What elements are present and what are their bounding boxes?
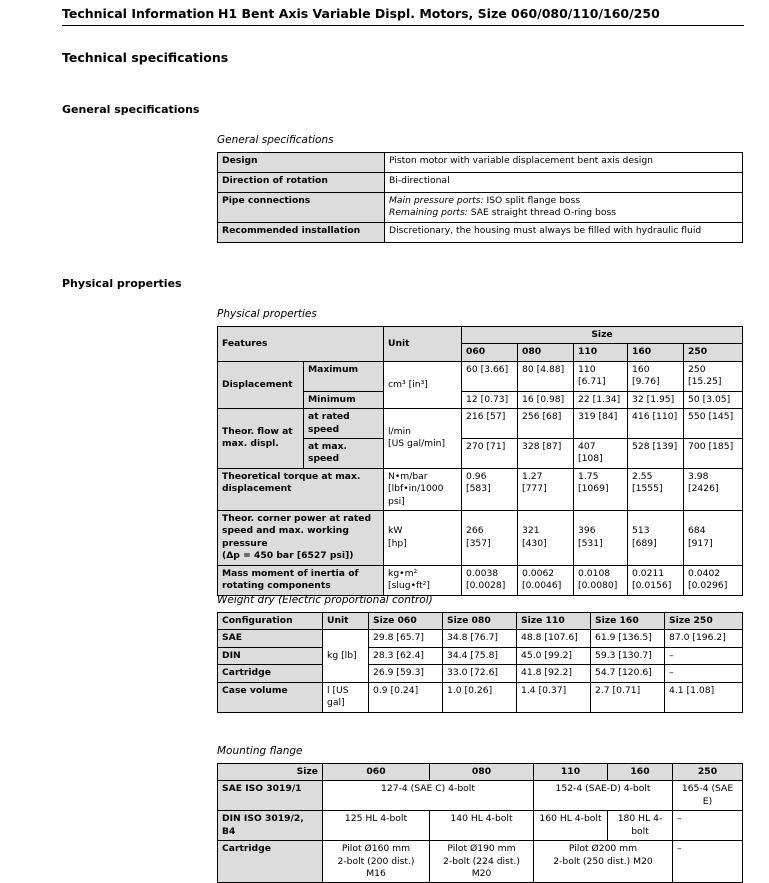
value-b: [917] [688, 537, 713, 549]
table-cell: 216 [57] [462, 409, 518, 439]
row-label: Design [218, 153, 385, 173]
row-sublabel: Minimum [304, 391, 384, 408]
physical-table-caption: Physical properties [217, 308, 317, 320]
header-size-080: 080 [430, 764, 534, 781]
table-cell [518, 565, 574, 595]
unit-cell [384, 409, 462, 469]
doc-title: H1 Bent Axis Variable Displ. Motors, Size 060/080/110/160/250 [218, 6, 660, 21]
row-sublabel: at rated speed [304, 409, 384, 439]
value-b: [0.0156] [632, 580, 672, 592]
value-a: 396 [578, 525, 596, 537]
table-cell: 16 [0.98] [518, 391, 574, 408]
row-label: Displacement [218, 361, 304, 408]
table-cell: 110 [6.71] [574, 361, 628, 391]
table-cell: 250 [15.25] [684, 361, 743, 391]
header-unit: Unit [384, 327, 462, 362]
value-b: [1555] [632, 483, 663, 495]
header-cell: Size 160 [591, 613, 665, 630]
value-text: ISO split flange boss [486, 195, 581, 206]
table-row [218, 173, 743, 193]
label-line: (Δp = 450 bar [6527 psi]) [222, 550, 354, 562]
row-label: SAE [218, 630, 323, 647]
table-row [218, 193, 743, 223]
table-cell: 29.8 [65.7] [369, 630, 443, 647]
table-cell [574, 565, 628, 595]
row-sublabel: Maximum [304, 361, 384, 391]
table-cell [684, 565, 743, 595]
header-size: Size [218, 764, 323, 781]
row-value: Discretionary, the housing must always be filled with hydraulic fluid [385, 222, 743, 242]
unit-cell: l [US gal] [323, 682, 369, 712]
mounting-table-caption: Mounting flange [217, 745, 303, 757]
table-cell: 328 [87] [518, 438, 574, 468]
table-cell [534, 841, 673, 883]
value-b: [0.0080] [578, 580, 618, 592]
table-cell: 180 HL 4-bolt [608, 811, 673, 841]
header-size-110: 110 [534, 764, 608, 781]
value-b: [430] [522, 537, 547, 549]
header-size-110: 110 [574, 344, 628, 361]
table-cell [628, 468, 684, 510]
cell-line: Pilot Ø190 mm [447, 843, 516, 855]
unit-a: N•m/bar [388, 470, 428, 482]
value-label: Remaining ports: [389, 207, 468, 219]
weight-table [217, 612, 743, 713]
table-row [218, 409, 743, 439]
table-cell [518, 511, 574, 566]
table-cell [684, 511, 743, 566]
table-cell: 34.8 [76.7] [443, 630, 517, 647]
unit-cell [384, 468, 462, 510]
table-row [218, 630, 743, 647]
table-cell: 270 [71] [462, 438, 518, 468]
table-cell [574, 511, 628, 566]
value-a: 2.55 [632, 470, 653, 482]
table-cell: 54.7 [120.6] [591, 665, 665, 682]
value-a: 266 [466, 525, 484, 537]
value-a: 0.0402 [688, 567, 721, 579]
cell-line: 2-bolt (250 dist.) M20 [553, 855, 653, 867]
section-general: General specifications [62, 103, 200, 116]
table-cell: 127-4 (SAE C) 4-bolt [323, 781, 534, 811]
table-row [218, 361, 743, 391]
table-cell: 125 HL 4-bolt [323, 811, 430, 841]
table-cell: 45.0 [99.2] [517, 647, 591, 664]
table-cell: 34.4 [75.8] [443, 647, 517, 664]
value-a: 1.27 [522, 470, 543, 482]
header-size-060: 060 [323, 764, 430, 781]
value-b: [2426] [688, 483, 719, 495]
value-b: [0.0296] [688, 580, 728, 592]
value-b: [531] [578, 537, 603, 549]
table-cell [462, 468, 518, 510]
table-cell: 1.4 [0.37] [517, 682, 591, 712]
unit-b: [slug•ft²] [388, 580, 430, 592]
row-label: Mass moment of inertia of rotating components [218, 565, 384, 595]
table-cell: 60 [3.66] [462, 361, 518, 391]
unit-cell: cm³ [in³] [384, 361, 462, 408]
unit-a: kg•m² [388, 567, 418, 579]
table-cell: 0.9 [0.24] [369, 682, 443, 712]
value-a: 684 [688, 525, 706, 537]
table-cell: 700 [185] [684, 438, 743, 468]
table-cell: 160 HL 4-bolt [534, 811, 608, 841]
table-row [218, 841, 743, 883]
header-size: Size [462, 327, 743, 344]
row-label: Recommended installation [218, 222, 385, 242]
value-a: 0.0038 [466, 567, 499, 579]
weight-table-caption: Weight dry (Electric proportional control) [217, 594, 433, 606]
row-label: Theor. flow at max. displ. [218, 409, 304, 469]
cell-line: Pilot Ø200 mm [568, 843, 638, 855]
header-size-160: 160 [628, 344, 684, 361]
table-row [218, 811, 743, 841]
table-cell: – [665, 647, 743, 664]
table-cell: 152-4 (SAE-D) 4-bolt [534, 781, 673, 811]
value-a: 1.75 [578, 470, 599, 482]
row-sublabel: at max. speed [304, 438, 384, 468]
label-line: Theor. corner power at rated speed and max. working pressure [222, 513, 372, 549]
value-b: [777] [522, 483, 547, 495]
row-label: Direction of rotation [218, 173, 385, 193]
doc-type: Technical Information [62, 6, 215, 21]
header-size-080: 080 [518, 344, 574, 361]
row-label: Pipe connections [218, 193, 385, 223]
table-row [218, 468, 743, 510]
value-a: 0.0062 [522, 567, 555, 579]
row-label: SAE ISO 3019/1 [218, 781, 323, 811]
value-a: 513 [632, 525, 650, 537]
table-cell: 41.8 [92.2] [517, 665, 591, 682]
table-cell: 33.0 [72.6] [443, 665, 517, 682]
value-b: [689] [632, 537, 657, 549]
header-features: Features [218, 327, 384, 362]
table-row [218, 781, 743, 811]
table-cell: 32 [1.95] [628, 391, 684, 408]
value-label: Main pressure ports: [389, 195, 484, 206]
value-b: [0.0046] [522, 580, 562, 592]
table-cell: 2.7 [0.71] [591, 682, 665, 712]
value-b: [357] [466, 537, 491, 549]
row-label: Theoretical torque at max. displacement [218, 468, 384, 510]
section-physical: Physical properties [62, 277, 182, 290]
table-cell [462, 511, 518, 566]
physical-properties-table [217, 326, 743, 596]
cell-line: Pilot Ø160 mm [341, 843, 411, 855]
table-header-row [218, 764, 743, 781]
unit-a: kW [388, 525, 403, 537]
table-cell [628, 511, 684, 566]
unit-b: [hp] [388, 537, 407, 549]
header-size-250: 250 [684, 344, 743, 361]
table-cell: 59.3 [130.7] [591, 647, 665, 664]
table-cell: 87.0 [196.2] [665, 630, 743, 647]
table-cell [323, 841, 430, 883]
value-text: SAE straight thread O-ring boss [470, 207, 617, 219]
header-cell: Unit [323, 613, 369, 630]
unit-a: l/min [388, 426, 411, 438]
value-b: [583] [466, 483, 491, 495]
table-cell: – [673, 841, 743, 883]
value-a: 0.0108 [578, 567, 611, 579]
general-spec-table [217, 152, 743, 243]
row-label: Case volume [218, 682, 323, 712]
table-cell: – [673, 811, 743, 841]
table-row [218, 665, 743, 682]
header-cell: Size 250 [665, 613, 743, 630]
table-cell [462, 565, 518, 595]
table-cell: 80 [4.88] [518, 361, 574, 391]
table-cell: 50 [3.05] [684, 391, 743, 408]
cell-line: 2-bolt (224 dist.) M20 [442, 855, 520, 879]
table-cell: 4.1 [1.08] [665, 682, 743, 712]
page-header [0, 0, 769, 25]
header-cell: Configuration [218, 613, 323, 630]
table-cell [430, 841, 534, 883]
table-row [218, 511, 743, 566]
table-cell: 160 [9.76] [628, 361, 684, 391]
table-cell [628, 565, 684, 595]
table-cell: 416 [110] [628, 409, 684, 439]
header-cell: Size 110 [517, 613, 591, 630]
header-cell: Size 060 [369, 613, 443, 630]
row-label: DIN ISO 3019/2, B4 [218, 811, 323, 841]
table-cell: 48.8 [107.6] [517, 630, 591, 647]
unit-cell [384, 565, 462, 595]
value-a: 321 [522, 525, 540, 537]
table-cell: 407 [108] [574, 438, 628, 468]
row-value [385, 193, 743, 223]
table-cell: 28.3 [62.4] [369, 647, 443, 664]
unit-cell [384, 511, 462, 566]
row-value: Bi-directional [385, 173, 743, 193]
table-cell [574, 468, 628, 510]
row-label: DIN [218, 647, 323, 664]
table-cell: 319 [84] [574, 409, 628, 439]
value-b: [1069] [578, 483, 609, 495]
mounting-flange-table [217, 763, 743, 883]
table-cell: 140 HL 4-bolt [430, 811, 534, 841]
table-cell: 1.0 [0.26] [443, 682, 517, 712]
row-label: Cartridge [218, 665, 323, 682]
header-size-160: 160 [608, 764, 673, 781]
header-rule [62, 25, 744, 26]
table-header-row [218, 327, 743, 344]
value-a: 0.0211 [632, 567, 665, 579]
table-cell: 528 [139] [628, 438, 684, 468]
cell-line: 2-bolt (200 dist.) M16 [337, 855, 415, 879]
table-cell: 26.9 [59.3] [369, 665, 443, 682]
value-a: 3.98 [688, 470, 709, 482]
row-label: Cartridge [218, 841, 323, 883]
table-cell: 256 [68] [518, 409, 574, 439]
section-tech-specs: Technical specifications [62, 50, 229, 65]
table-cell: 22 [1.34] [574, 391, 628, 408]
table-cell [684, 468, 743, 510]
table-row [218, 682, 743, 712]
table-cell: – [665, 665, 743, 682]
general-table-caption: General specifications [217, 134, 334, 146]
table-row [218, 153, 743, 173]
value-a: 0.96 [466, 470, 487, 482]
unit-cell: kg [lb] [323, 630, 369, 682]
unit-b: [US gal/min] [388, 438, 446, 450]
table-cell: 12 [0.73] [462, 391, 518, 408]
unit-b: [lbf•in/1000 psi] [388, 483, 444, 507]
value-b: [0.0028] [466, 580, 506, 592]
table-row [218, 647, 743, 664]
row-label [218, 511, 384, 566]
table-cell [518, 468, 574, 510]
header-size-060: 060 [462, 344, 518, 361]
table-cell: 165-4 (SAE E) [673, 781, 743, 811]
table-cell: 550 [145] [684, 409, 743, 439]
table-row [218, 565, 743, 595]
table-cell: 61.9 [136.5] [591, 630, 665, 647]
row-value: Piston motor with variable displacement bent axis design [385, 153, 743, 173]
header-cell: Size 080 [443, 613, 517, 630]
table-header-row [218, 613, 743, 630]
table-row [218, 222, 743, 242]
header-size-250: 250 [673, 764, 743, 781]
